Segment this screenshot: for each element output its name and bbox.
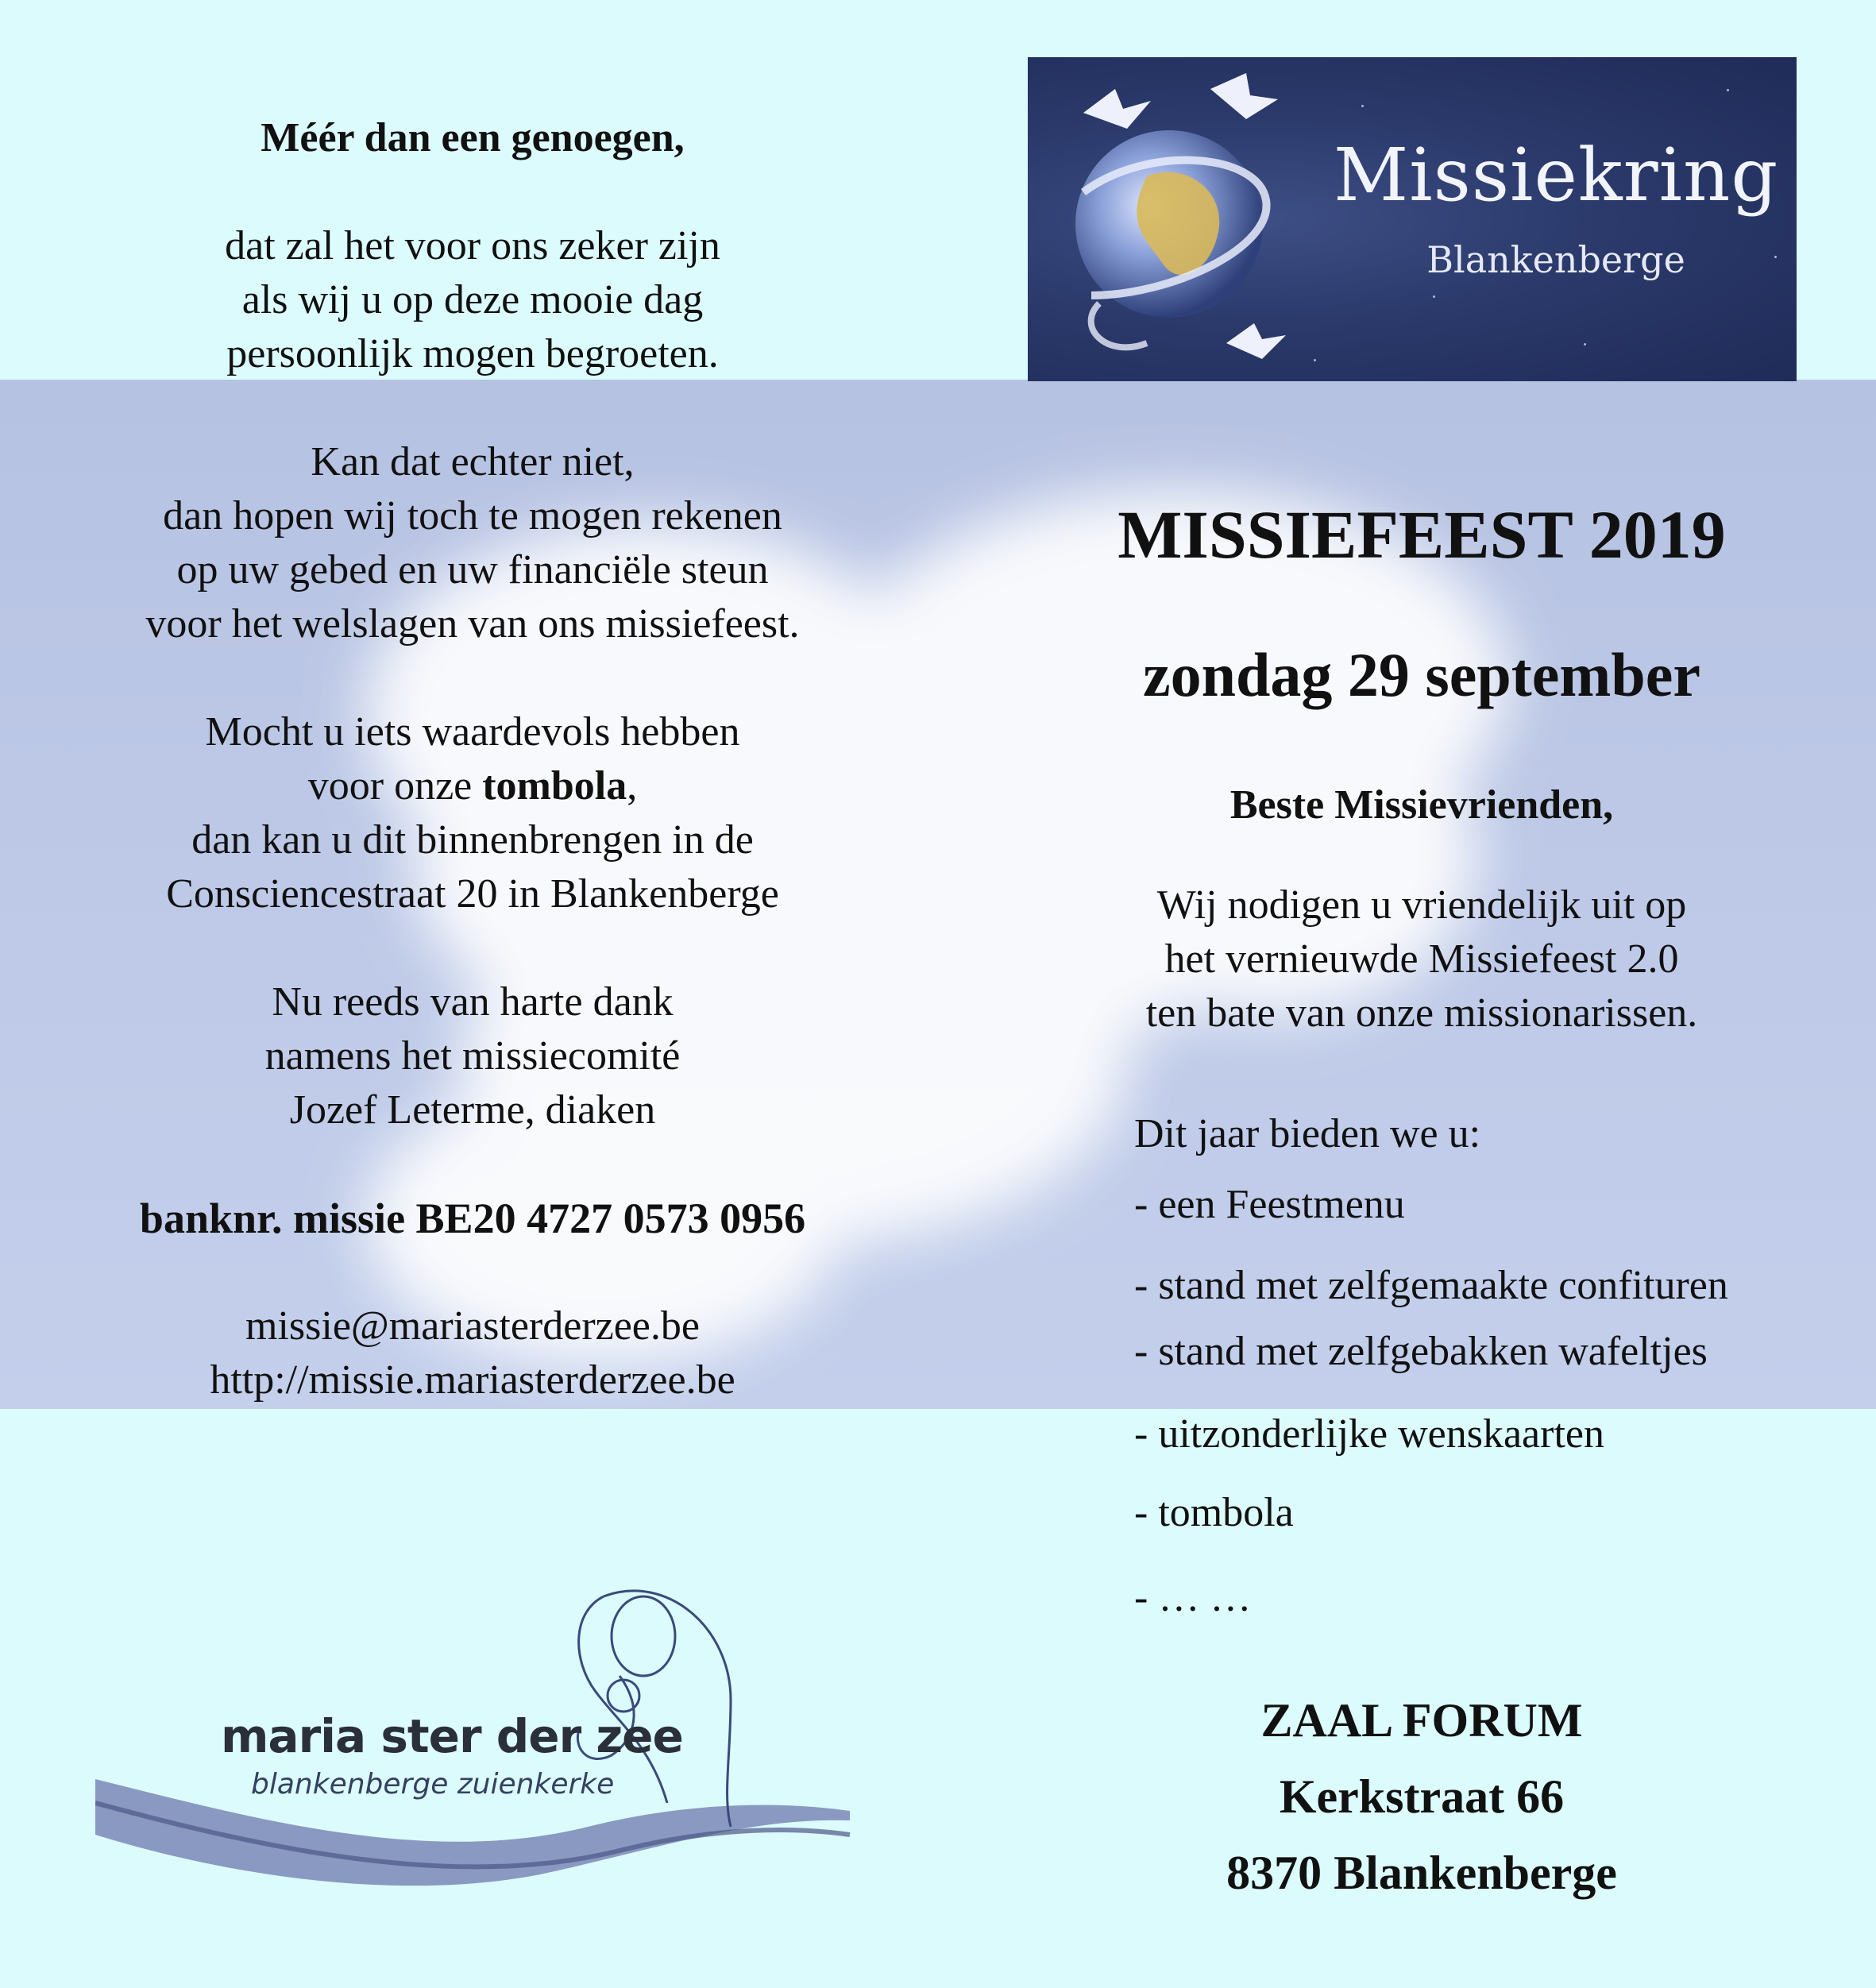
venue-block (1033, 1682, 1811, 1911)
tombola-line: Consciencestraat 20 in Blankenberge (166, 871, 779, 917)
tombola-line: Mocht u iets waardevols hebben (205, 709, 740, 755)
event-title: MISSIEFEEST 2019 (1117, 496, 1726, 573)
offer-item: - … … (1134, 1575, 1252, 1620)
footer-logo-subtitle: blankenberge zuienkerke (251, 1768, 615, 1801)
offer-item: - stand met zelfgemaakte confituren (1134, 1263, 1728, 1308)
logo-title: Missiekring (1334, 133, 1779, 218)
right-column (1033, 491, 1811, 1040)
tombola-bold: tombola (482, 763, 627, 809)
venue-name: ZAAL FORUM (1260, 1694, 1583, 1747)
offer-item: - uitzonderlijke wenskaarten (1134, 1411, 1604, 1457)
invite-line: Wij nodigen u vriendelijk uit op (1156, 882, 1687, 928)
tombola-line: dan kan u dit binnenbrengen in de (191, 817, 754, 863)
offer-item: - een Feestmenu (1134, 1182, 1405, 1227)
bank-number: banknr. missie BE20 4727 0573 0956 (139, 1195, 806, 1242)
intro-line: persoonlijk mogen begroeten. (226, 331, 719, 376)
offer-intro: Dit jaar bieden we u: (1134, 1111, 1481, 1156)
intro-line: dat zal het voor ons zeker zijn (225, 223, 720, 268)
support-line: op uw gebed en uw financiële steun (176, 547, 769, 593)
greeting: Beste Missievrienden, (1229, 782, 1614, 828)
support-line: Kan dat echter niet, (311, 439, 635, 484)
missiekring-logo (1028, 57, 1797, 381)
venue-street: Kerkstraat 66 (1279, 1770, 1565, 1823)
left-heading: Méér dan een genoegen, (261, 115, 685, 160)
event-date: zondag 29 september (1143, 640, 1700, 709)
left-column (71, 111, 874, 1407)
invite-line: ten bate van onze missionarissen. (1145, 990, 1698, 1036)
support-line: voor het welslagen van ons missiefeest. (145, 601, 800, 647)
offer-item: - stand met zelfgebakken wafeltjes (1134, 1329, 1708, 1374)
invite-line: het vernieuwde Missiefeest 2.0 (1164, 936, 1679, 982)
website-link[interactable]: http://missie.mariasterderzee.be (210, 1357, 735, 1403)
email-link[interactable]: missie@mariasterderzee.be (245, 1303, 700, 1349)
thanks-line: namens het missiecomité (264, 1033, 681, 1079)
footer-logo-title: maria ster der zee (221, 1709, 683, 1763)
logo-subtitle: Blankenberge (1426, 238, 1685, 281)
tombola-line: voor onze tombola, (307, 763, 638, 809)
thanks-line: Nu reeds van harte dank (272, 979, 674, 1025)
globe-doves-icon (1028, 57, 1797, 381)
signature-line: Jozef Leterme, diaken (289, 1087, 656, 1133)
offer-item: - tombola (1134, 1490, 1294, 1535)
support-line: dan hopen wij toch te mogen rekenen (163, 493, 782, 538)
intro-line: als wij u op deze mooie dag (241, 277, 704, 322)
venue-city: 8370 Blankenberge (1226, 1847, 1617, 1899)
